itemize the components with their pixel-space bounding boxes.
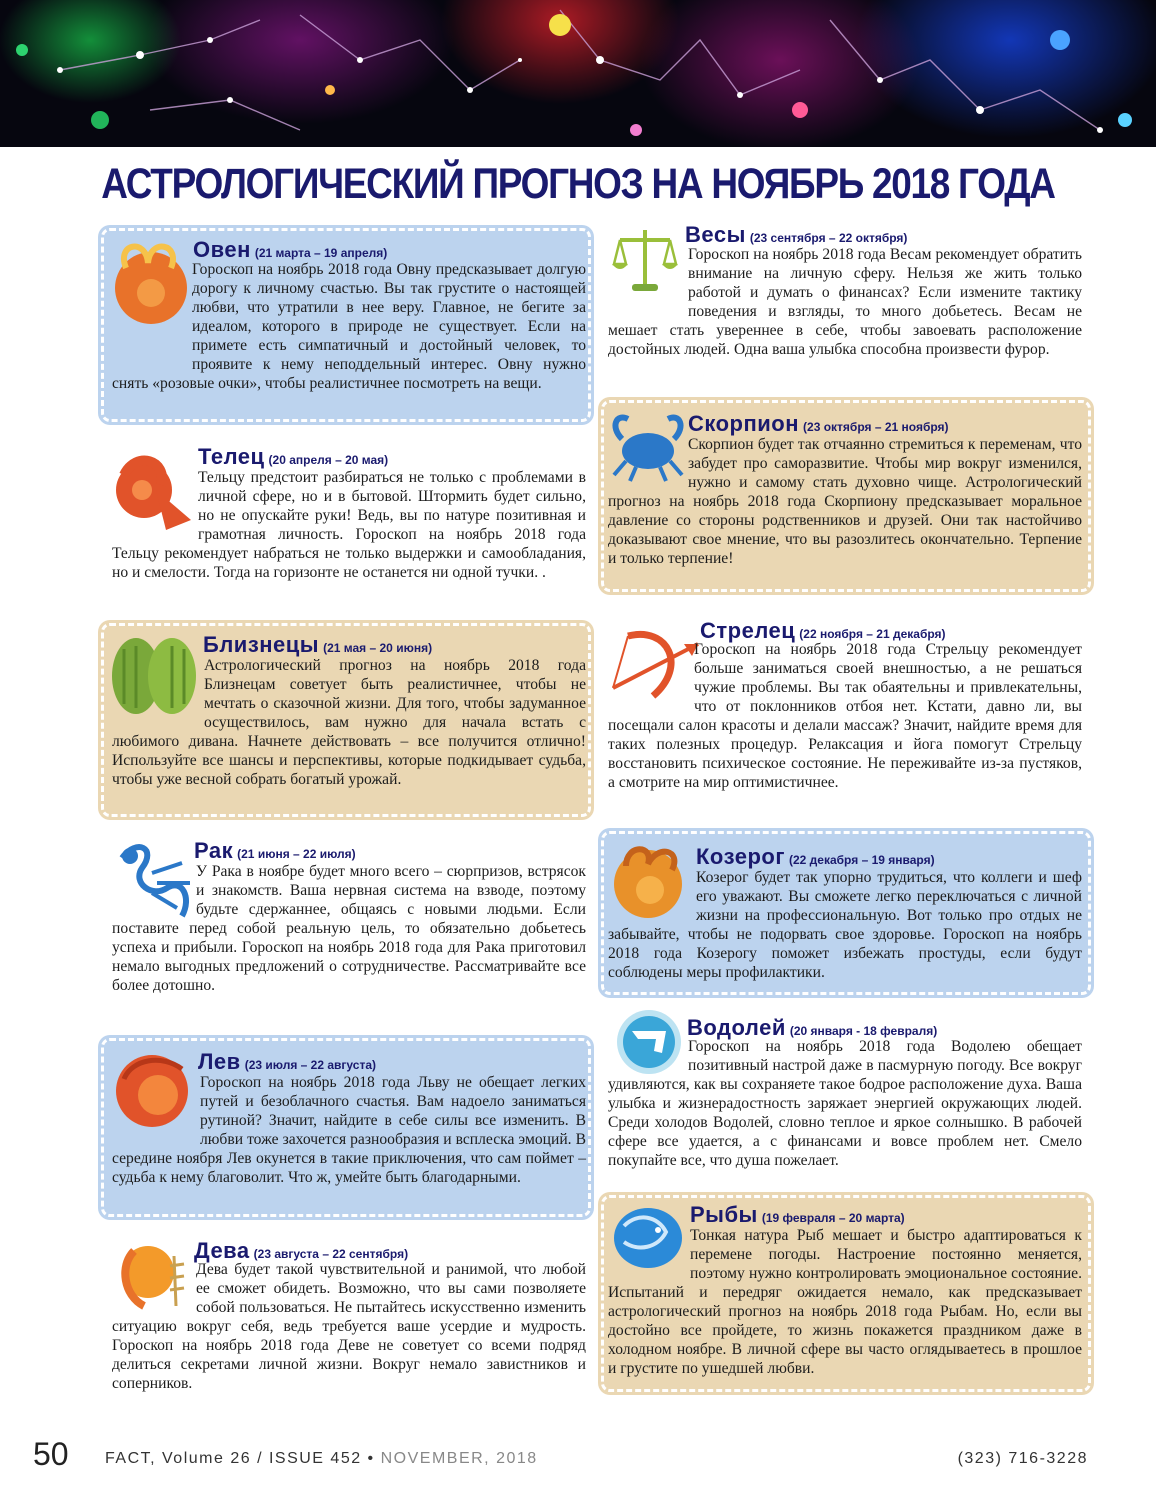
sign-text-box bbox=[112, 260, 586, 393]
sign-text-box bbox=[112, 468, 586, 582]
sign-text-box bbox=[608, 640, 1082, 792]
sign-aries bbox=[98, 225, 594, 425]
sign-text-box bbox=[112, 1073, 586, 1187]
sign-virgo bbox=[98, 1230, 594, 1400]
sign-header bbox=[690, 1204, 905, 1226]
sign-text: Гороскоп на ноябрь 2018 года Льву не обещает легких путей и безоблачного счастья. Вам надоело заниматься рутиной? Значит, найдите в себе силы все изменить. В любви тоже захочется разнообразия и всплеска эмоций. В середине ноября Лев окунется в такие приключения, что сам поймет – судьба к нему благоволит. Что ж, умейте быть благодарными. bbox=[112, 1074, 586, 1186]
sign-dates: (20 января - 18 февраля) bbox=[789, 1024, 938, 1038]
sign-text: У Рака в ноябре будет много всего – сюрпризов, встрясок и знакомств. Ваша нервная система на взводе, поэтому будьте сдержаннее, общаясь с новыми людьми. Если поставите перед собой реальную цель, то обязательно добьетесь успеха и прибыли. Гороскоп на ноябрь 2018 года для Рака приготовил немало выгодных предложений о сотрудничестве. Рассматривайте все более дотошно. bbox=[112, 863, 586, 994]
sign-text: Гороскоп на ноябрь 2018 года Стрельцу рекомендует больше заниматься своей внешностью, а не решаться чужие проблемы. Вы так обаятельны и привлекательны, что от поклонников отбоя нет. Кстати, давно ли, вы посещали салон красоты и делали массаж? Значит, найдите время для таких полезных процедур. Релаксация и йога помогут Стрельцу восстановить психическое состояние. Не переживайте из-за пустяков, а смотрите на мир оптимистичнее. bbox=[608, 641, 1082, 791]
sign-text-box bbox=[608, 1037, 1082, 1170]
sign-text-box bbox=[112, 1260, 586, 1393]
sign-gemini bbox=[98, 620, 594, 820]
sign-header bbox=[203, 634, 432, 656]
sign-text: Скорпион будет так отчаянно стремиться к переменам, что забудет про саморазвитие. Чтобы мир вокруг изменился, нужно и самому стать духовно чище. Астрологический прогноз на ноябрь 2018 года Скорпиону предсказывает моральное давление со стороны родственников и друзей. Они так настойчиво доказывают свое мнение, что вы разозлитесь окончательно. Терпение и только терпение! bbox=[608, 436, 1082, 567]
sign-text-box bbox=[608, 1226, 1082, 1378]
sign-dates: (21 июня – 22 июля) bbox=[237, 847, 356, 861]
sign-header bbox=[696, 846, 935, 868]
sign-name: Телец bbox=[198, 444, 265, 469]
sign-name: Козерог bbox=[696, 844, 785, 869]
sign-name: Лев bbox=[198, 1049, 241, 1074]
publication-name: FACT, Volume 26 / ISSUE 452 • bbox=[105, 1450, 375, 1467]
sign-dates: (23 июля – 22 августа) bbox=[244, 1058, 376, 1072]
sign-dates: (23 августа – 22 сентября) bbox=[253, 1247, 409, 1261]
sign-dates: (21 марта – 19 апреля) bbox=[254, 246, 388, 260]
sign-header bbox=[194, 840, 356, 862]
phone-number: (323) 716-3228 bbox=[957, 1450, 1088, 1467]
sign-dates: (22 ноября – 21 декабря) bbox=[799, 627, 946, 641]
sign-dates: (23 октября – 21 ноября) bbox=[803, 420, 949, 434]
constellation-lines bbox=[0, 0, 1156, 147]
sign-scorpio bbox=[598, 397, 1094, 595]
sign-text: Тельцу предстоит разбираться не только с проблемами в личной сфере, но и в бытовой. Штормить будет сильно, но не опускайте руки! Ведь, вы по натуре позитивная и грамотная личность. Гороскоп на ноябрь 2018 года Тельцу рекомендует набраться не только выдержки и самообладания, но и смелости. Тогда на горизонте не останется ни одной тучки. . bbox=[112, 469, 586, 581]
sign-header bbox=[687, 1017, 937, 1039]
sign-pisces bbox=[598, 1192, 1094, 1395]
sign-leo bbox=[98, 1035, 594, 1220]
sign-header bbox=[198, 1051, 376, 1073]
issue-date: NOVEMBER, 2018 bbox=[380, 1450, 538, 1467]
constellation-banner bbox=[0, 0, 1156, 147]
sign-text: Козерог будет так упорно трудиться, что коллеги и шеф его уважают. Вы сможете легко переключаться с личной жизни на профессиональную. Вот только про отдых не забывайте, чтобы не подорвать свое здоровье. Гороскоп на ноябрь 2018 года Козерогу поможет избежать простуды, если будут соблюдены меры профилактики. bbox=[608, 869, 1082, 981]
page-title: АСТРОЛОГИЧЕСКИЙ ПРОГНОЗ НА НОЯБРЬ 2018 ГОДА bbox=[101, 160, 1055, 208]
sign-header bbox=[685, 224, 907, 246]
sign-name: Рыбы bbox=[690, 1202, 758, 1227]
sign-text: Дева будет такой чувствительной и ранимой, что любой ее сможет обидеть. Возможно, что вы сами позволяете собой пользоваться. Не пытайтесь искусственно изменить ситуацию вокруг себя, ведь требуется ваше усердие и мудрость. Гороскоп на ноябрь 2018 года Деве не советует со всеми подряд делиться секретами личной жизни. Вокруг немало завистников и соперников. bbox=[112, 1261, 586, 1392]
sign-text: Тонкая натура Рыб мешает и быстро адаптироваться к перемене погоды. Настроение постоянно меняется, поэтому нужно контролировать эмоциональное состояние. Испытаний и передряг ожидается немало, как предсказывает астрологический прогноз на ноябрь 2018 года Рыбам. Но, если вы достойно все пройдете, то жизнь покажется праздником даже в холодном ноябре. В личной сфере вы часто оглядываетесь в прошлое и грустите по ушедшей любви. bbox=[608, 1227, 1082, 1377]
sign-text: Гороскоп на ноябрь 2018 года Весам рекомендует обратить внимание на личную сферу. Нельзя же жить только работой и думать о финансах? Если измените тактику поведения и взгляды, то много добьетесь. Весам не мешает стать увереннее в себе, чтобы завоевать расположение достойных людей. Одна ваша улыбка способна произвести фурор. bbox=[608, 246, 1082, 358]
sign-header bbox=[688, 413, 949, 435]
sign-aquarius bbox=[600, 1005, 1094, 1180]
sign-name: Рак bbox=[194, 838, 234, 863]
sign-name: Водолей bbox=[687, 1015, 786, 1040]
footer bbox=[0, 1436, 1156, 1476]
publication-info bbox=[105, 1450, 538, 1468]
sign-dates: (21 мая – 20 июня) bbox=[323, 641, 433, 655]
sign-dates: (20 апреля – 20 мая) bbox=[268, 453, 389, 467]
sign-header bbox=[194, 1240, 408, 1262]
sign-header bbox=[193, 239, 387, 261]
sign-taurus bbox=[98, 440, 594, 610]
sign-text: Астрологический прогноз на ноябрь 2018 года Близнецам советует быть реалистичнее, чтобы не мечтать о сказочной жизни. Для того, чтобы задуманное осуществилось, вам нужно для начала встать с любимого дивана. Начнете действовать – все получится отлично! Используйте все шансы и перспективы, которые подкидывает судьба, чтобы уже весной собрать богатый урожай. bbox=[112, 657, 586, 788]
sign-cancer bbox=[98, 830, 594, 1020]
sign-name: Близнецы bbox=[203, 632, 320, 657]
sign-libra bbox=[600, 220, 1094, 390]
sign-text-box bbox=[608, 245, 1082, 359]
sign-name: Дева bbox=[194, 1238, 250, 1263]
sign-capricorn bbox=[598, 828, 1094, 998]
sign-name: Стрелец bbox=[700, 618, 796, 643]
sign-dates: (19 февраля – 20 марта) bbox=[761, 1211, 905, 1225]
sign-text-box bbox=[112, 656, 586, 789]
sign-name: Скорпион bbox=[688, 411, 800, 436]
sign-text-box bbox=[608, 435, 1082, 568]
sign-header bbox=[198, 446, 388, 468]
sign-name: Овен bbox=[193, 237, 251, 262]
page-number: 50 bbox=[33, 1436, 69, 1472]
sign-text: Гороскоп на ноябрь 2018 года Овну предсказывает долгую дорогу к личному счастью. Вы так грустите о настоящей любви, что утратили в нее веру. Главное, не бегите за идеалом, которого в природе не существует. Если на примете есть симпатичный и достойный человек, то проявите к нему неподдельный интерес. Овну нужно снять «розовые очки», чтобы реалистичнее посмотреть на вещи. bbox=[112, 261, 586, 392]
sign-text: Гороскоп на ноябрь 2018 года Водолею обещает позитивный настрой даже в пасмурную погоду. Все вокруг удивляются, как вы сохраняете такое бодрое расположение духа. Ваша улыбка и жизнерадостность заряжает энергией окружающих людей. Среди холодов Водолей, словно теплое и яркое солнышко. В рабочей сфере все удается, а с финансами и вовсе проблем нет. Смело покупайте все, что душа пожелает. bbox=[608, 1038, 1082, 1169]
sign-text-box bbox=[608, 868, 1082, 982]
sign-header bbox=[700, 620, 946, 642]
sign-text-box bbox=[112, 862, 586, 995]
sign-sagittarius bbox=[600, 612, 1094, 812]
sign-name: Весы bbox=[685, 222, 746, 247]
sign-dates: (22 декабря – 19 января) bbox=[789, 853, 935, 867]
sign-dates: (23 сентября – 22 октября) bbox=[749, 231, 908, 245]
